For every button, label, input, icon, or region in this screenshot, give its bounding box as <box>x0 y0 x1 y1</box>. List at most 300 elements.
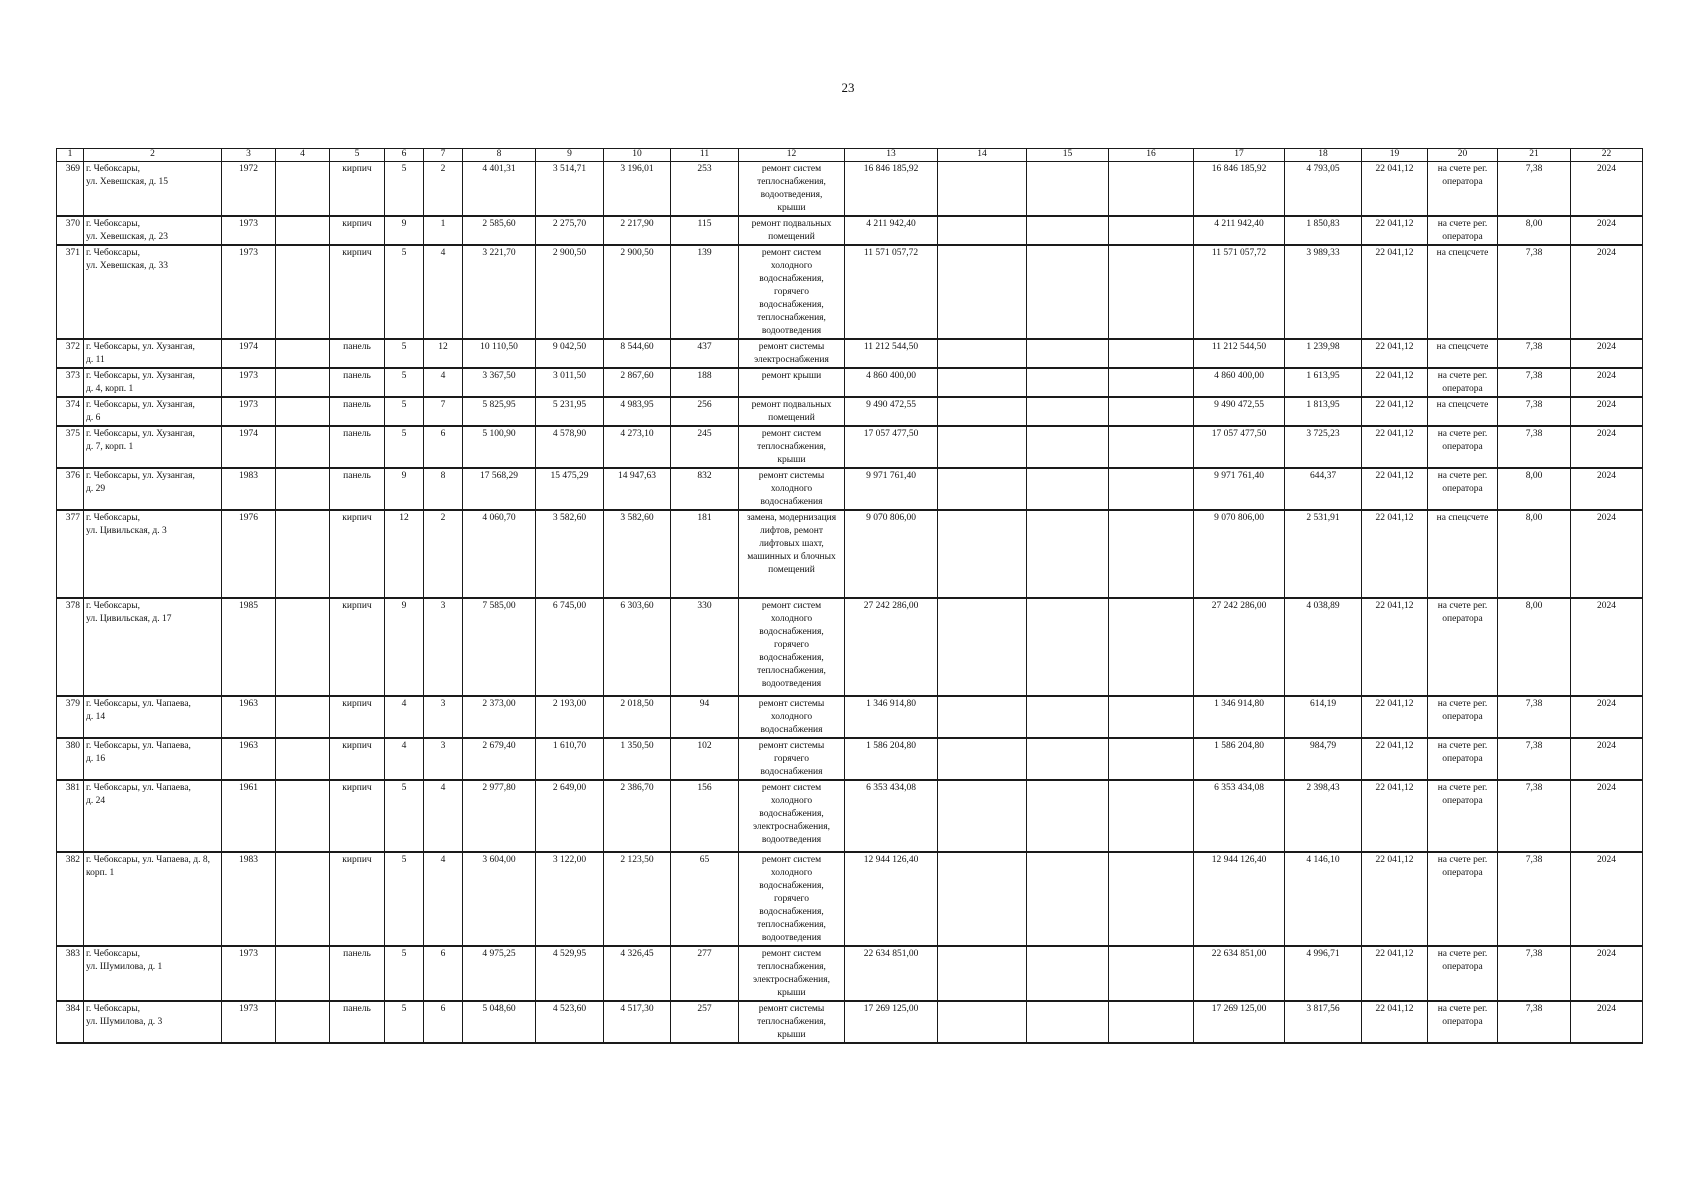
cost-owners: 1 586 204,80 <box>1194 738 1285 780</box>
area-9: 9 042,50 <box>536 339 604 368</box>
entrances-count: 4 <box>424 368 463 397</box>
fund-method: на счете рег. оператора <box>1428 426 1498 468</box>
address: г. Чебоксары, ул. Хузангая, д. 7, корп. 1 <box>84 426 222 468</box>
residents-count: 253 <box>671 162 739 217</box>
cell-4 <box>276 946 330 1001</box>
cost-owners: 9 971 761,40 <box>1194 468 1285 510</box>
row-number: 379 <box>57 696 84 738</box>
limit-cost: 22 041,12 <box>1362 946 1428 1001</box>
total-area: 7 585,00 <box>463 598 536 696</box>
cost-total: 9 971 761,40 <box>845 468 938 510</box>
column-header-10: 10 <box>604 149 671 162</box>
entrances-count: 3 <box>424 696 463 738</box>
cell-4 <box>276 852 330 946</box>
fund-method: на счете рег. оператора <box>1428 598 1498 696</box>
plan-year: 2024 <box>1571 397 1643 426</box>
fund-method: на счете рег. оператора <box>1428 852 1498 946</box>
cell-16 <box>1109 852 1194 946</box>
cell-14 <box>938 852 1027 946</box>
row-number: 381 <box>57 780 84 852</box>
table-row <box>57 510 1643 598</box>
cost-per-sqm: 1 813,95 <box>1285 397 1362 426</box>
row-number: 382 <box>57 852 84 946</box>
limit-cost: 22 041,12 <box>1362 162 1428 217</box>
limit-cost: 22 041,12 <box>1362 468 1428 510</box>
area-9: 6 745,00 <box>536 598 604 696</box>
cost-total: 17 057 477,50 <box>845 426 938 468</box>
cell-14 <box>938 598 1027 696</box>
table-row <box>57 426 1643 468</box>
plan-year: 2024 <box>1571 946 1643 1001</box>
cell-14 <box>938 426 1027 468</box>
cost-per-sqm: 1 613,95 <box>1285 368 1362 397</box>
cost-owners: 17 057 477,50 <box>1194 426 1285 468</box>
wall-material: кирпич <box>330 162 385 217</box>
entrances-count: 8 <box>424 468 463 510</box>
plan-year: 2024 <box>1571 738 1643 780</box>
table-row <box>57 1001 1643 1043</box>
cell-15 <box>1027 852 1109 946</box>
cost-total: 1 586 204,80 <box>845 738 938 780</box>
cell-15 <box>1027 780 1109 852</box>
cell-4 <box>276 598 330 696</box>
cell-16 <box>1109 162 1194 217</box>
build-year: 1973 <box>222 1001 276 1043</box>
total-area: 2 977,80 <box>463 780 536 852</box>
row-number: 380 <box>57 738 84 780</box>
capital-repair-table <box>56 148 1643 1044</box>
cell-15 <box>1027 946 1109 1001</box>
wall-material: панель <box>330 397 385 426</box>
floors-count: 5 <box>385 946 424 1001</box>
area-10: 2 900,50 <box>604 245 671 339</box>
area-9: 15 475,29 <box>536 468 604 510</box>
cost-owners: 11 212 544,50 <box>1194 339 1285 368</box>
row-number: 376 <box>57 468 84 510</box>
column-header-12: 12 <box>739 149 845 162</box>
floors-count: 4 <box>385 696 424 738</box>
area-10: 1 350,50 <box>604 738 671 780</box>
cell-15 <box>1027 1001 1109 1043</box>
wall-material: панель <box>330 946 385 1001</box>
fund-method: на счете рег. оператора <box>1428 368 1498 397</box>
table-row <box>57 397 1643 426</box>
wall-material: панель <box>330 368 385 397</box>
rate: 7,38 <box>1498 738 1571 780</box>
residents-count: 188 <box>671 368 739 397</box>
entrances-count: 7 <box>424 397 463 426</box>
repair-works: ремонт систем холодного водоснабжения, электроснабжения, водоотведения <box>739 780 845 852</box>
table-row <box>57 245 1643 339</box>
plan-year: 2024 <box>1571 780 1643 852</box>
address: г. Чебоксары, ул. Хевешская, д. 23 <box>84 216 222 245</box>
table-body <box>57 162 1643 1044</box>
area-10: 4 517,30 <box>604 1001 671 1043</box>
address: г. Чебоксары, ул. Чапаева, д. 14 <box>84 696 222 738</box>
wall-material: кирпич <box>330 696 385 738</box>
cost-total: 27 242 286,00 <box>845 598 938 696</box>
limit-cost: 22 041,12 <box>1362 696 1428 738</box>
cell-14 <box>938 368 1027 397</box>
build-year: 1963 <box>222 738 276 780</box>
area-10: 4 326,45 <box>604 946 671 1001</box>
wall-material: кирпич <box>330 245 385 339</box>
entrances-count: 1 <box>424 216 463 245</box>
wall-material: кирпич <box>330 216 385 245</box>
entrances-count: 6 <box>424 1001 463 1043</box>
area-9: 2 649,00 <box>536 780 604 852</box>
fund-method: на счете рег. оператора <box>1428 216 1498 245</box>
limit-cost: 22 041,12 <box>1362 339 1428 368</box>
cell-4 <box>276 696 330 738</box>
area-10: 2 386,70 <box>604 780 671 852</box>
column-header-9: 9 <box>536 149 604 162</box>
plan-year: 2024 <box>1571 510 1643 598</box>
cell-14 <box>938 510 1027 598</box>
entrances-count: 12 <box>424 339 463 368</box>
fund-method: на спецсчете <box>1428 245 1498 339</box>
residents-count: 257 <box>671 1001 739 1043</box>
area-10: 2 018,50 <box>604 696 671 738</box>
cost-total: 4 211 942,40 <box>845 216 938 245</box>
repair-works: ремонт систем холодного водоснабжения, горячего водоснабжения, теплоснабжения, водоотведения <box>739 598 845 696</box>
cell-15 <box>1027 738 1109 780</box>
row-number: 375 <box>57 426 84 468</box>
cost-total: 12 944 126,40 <box>845 852 938 946</box>
residents-count: 156 <box>671 780 739 852</box>
table-row <box>57 598 1643 696</box>
repair-works: ремонт систем теплоснабжения, электроснабжения, крыши <box>739 946 845 1001</box>
repair-works: ремонт системы теплоснабжения, крыши <box>739 1001 845 1043</box>
limit-cost: 22 041,12 <box>1362 368 1428 397</box>
area-9: 4 529,95 <box>536 946 604 1001</box>
cost-total: 9 490 472,55 <box>845 397 938 426</box>
cell-4 <box>276 339 330 368</box>
cell-16 <box>1109 216 1194 245</box>
cell-4 <box>276 368 330 397</box>
fund-method: на счете рег. оператора <box>1428 696 1498 738</box>
cell-14 <box>938 162 1027 217</box>
area-10: 2 217,90 <box>604 216 671 245</box>
cost-per-sqm: 4 038,89 <box>1285 598 1362 696</box>
cell-4 <box>276 426 330 468</box>
row-number: 374 <box>57 397 84 426</box>
repair-works: ремонт системы холодного водоснабжения <box>739 468 845 510</box>
cell-16 <box>1109 426 1194 468</box>
plan-year: 2024 <box>1571 216 1643 245</box>
area-9: 2 193,00 <box>536 696 604 738</box>
table-row <box>57 946 1643 1001</box>
limit-cost: 22 041,12 <box>1362 397 1428 426</box>
total-area: 4 060,70 <box>463 510 536 598</box>
entrances-count: 6 <box>424 946 463 1001</box>
cell-4 <box>276 245 330 339</box>
cost-total: 11 571 057,72 <box>845 245 938 339</box>
cost-total: 1 346 914,80 <box>845 696 938 738</box>
build-year: 1963 <box>222 696 276 738</box>
rate: 7,38 <box>1498 1001 1571 1043</box>
column-header-5: 5 <box>330 149 385 162</box>
area-10: 3 196,01 <box>604 162 671 217</box>
floors-count: 5 <box>385 426 424 468</box>
rate: 8,00 <box>1498 510 1571 598</box>
cost-owners: 22 634 851,00 <box>1194 946 1285 1001</box>
cell-4 <box>276 397 330 426</box>
cost-per-sqm: 4 996,71 <box>1285 946 1362 1001</box>
column-header-6: 6 <box>385 149 424 162</box>
build-year: 1972 <box>222 162 276 217</box>
cell-15 <box>1027 216 1109 245</box>
address: г. Чебоксары, ул. Хевешская, д. 33 <box>84 245 222 339</box>
column-header-4: 4 <box>276 149 330 162</box>
cost-total: 22 634 851,00 <box>845 946 938 1001</box>
cost-total: 16 846 185,92 <box>845 162 938 217</box>
column-header-21: 21 <box>1498 149 1571 162</box>
cost-per-sqm: 2 531,91 <box>1285 510 1362 598</box>
limit-cost: 22 041,12 <box>1362 780 1428 852</box>
cell-15 <box>1027 510 1109 598</box>
cell-16 <box>1109 738 1194 780</box>
column-header-22: 22 <box>1571 149 1643 162</box>
total-area: 5 100,90 <box>463 426 536 468</box>
table-row <box>57 780 1643 852</box>
rate: 7,38 <box>1498 368 1571 397</box>
cell-16 <box>1109 696 1194 738</box>
cell-14 <box>938 780 1027 852</box>
cell-14 <box>938 696 1027 738</box>
address: г. Чебоксары, ул. Цивильская, д. 3 <box>84 510 222 598</box>
limit-cost: 22 041,12 <box>1362 1001 1428 1043</box>
rate: 7,38 <box>1498 696 1571 738</box>
cell-16 <box>1109 368 1194 397</box>
header-row <box>57 149 1643 162</box>
page-number: 23 <box>841 80 855 95</box>
build-year: 1983 <box>222 852 276 946</box>
floors-count: 5 <box>385 780 424 852</box>
total-area: 3 221,70 <box>463 245 536 339</box>
residents-count: 115 <box>671 216 739 245</box>
residents-count: 245 <box>671 426 739 468</box>
rate: 7,38 <box>1498 245 1571 339</box>
residents-count: 277 <box>671 946 739 1001</box>
residents-count: 330 <box>671 598 739 696</box>
cost-owners: 27 242 286,00 <box>1194 598 1285 696</box>
cell-14 <box>938 339 1027 368</box>
limit-cost: 22 041,12 <box>1362 216 1428 245</box>
cost-per-sqm: 614,19 <box>1285 696 1362 738</box>
rate: 7,38 <box>1498 339 1571 368</box>
total-area: 2 679,40 <box>463 738 536 780</box>
rate: 8,00 <box>1498 598 1571 696</box>
address: г. Чебоксары, ул. Чапаева, д. 8, корп. 1 <box>84 852 222 946</box>
entrances-count: 3 <box>424 738 463 780</box>
table-row <box>57 339 1643 368</box>
residents-count: 437 <box>671 339 739 368</box>
limit-cost: 22 041,12 <box>1362 738 1428 780</box>
cell-15 <box>1027 696 1109 738</box>
build-year: 1976 <box>222 510 276 598</box>
residents-count: 102 <box>671 738 739 780</box>
total-area: 4 401,31 <box>463 162 536 217</box>
cost-owners: 1 346 914,80 <box>1194 696 1285 738</box>
plan-year: 2024 <box>1571 339 1643 368</box>
floors-count: 12 <box>385 510 424 598</box>
floors-count: 9 <box>385 216 424 245</box>
build-year: 1974 <box>222 426 276 468</box>
build-year: 1973 <box>222 245 276 339</box>
entrances-count: 6 <box>424 426 463 468</box>
column-header-20: 20 <box>1428 149 1498 162</box>
cell-16 <box>1109 598 1194 696</box>
cell-14 <box>938 738 1027 780</box>
address: г. Чебоксары, ул. Чапаева, д. 16 <box>84 738 222 780</box>
cell-4 <box>276 216 330 245</box>
cell-16 <box>1109 1001 1194 1043</box>
cell-4 <box>276 1001 330 1043</box>
wall-material: кирпич <box>330 780 385 852</box>
wall-material: кирпич <box>330 598 385 696</box>
residents-count: 94 <box>671 696 739 738</box>
plan-year: 2024 <box>1571 468 1643 510</box>
cell-4 <box>276 510 330 598</box>
floors-count: 9 <box>385 598 424 696</box>
total-area: 17 568,29 <box>463 468 536 510</box>
plan-year: 2024 <box>1571 162 1643 217</box>
fund-method: на спецсчете <box>1428 510 1498 598</box>
total-area: 3 604,00 <box>463 852 536 946</box>
column-header-3: 3 <box>222 149 276 162</box>
area-10: 14 947,63 <box>604 468 671 510</box>
column-header-15: 15 <box>1027 149 1109 162</box>
entrances-count: 4 <box>424 780 463 852</box>
entrances-count: 2 <box>424 162 463 217</box>
residents-count: 139 <box>671 245 739 339</box>
cell-16 <box>1109 510 1194 598</box>
row-number: 371 <box>57 245 84 339</box>
cost-owners: 9 490 472,55 <box>1194 397 1285 426</box>
wall-material: кирпич <box>330 852 385 946</box>
cost-per-sqm: 4 793,05 <box>1285 162 1362 217</box>
repair-works: ремонт систем теплоснабжения, водоотведения, крыши <box>739 162 845 217</box>
build-year: 1961 <box>222 780 276 852</box>
total-area: 10 110,50 <box>463 339 536 368</box>
repair-works: ремонт систем теплоснабжения, крыши <box>739 426 845 468</box>
area-10: 4 983,95 <box>604 397 671 426</box>
fund-method: на счете рег. оператора <box>1428 946 1498 1001</box>
repair-works: ремонт систем холодного водоснабжения, горячего водоснабжения, теплоснабжения, водоотведения <box>739 245 845 339</box>
plan-year: 2024 <box>1571 852 1643 946</box>
floors-count: 5 <box>385 339 424 368</box>
area-10: 2 123,50 <box>604 852 671 946</box>
floors-count: 4 <box>385 738 424 780</box>
column-header-2: 2 <box>84 149 222 162</box>
cost-total: 17 269 125,00 <box>845 1001 938 1043</box>
column-header-1: 1 <box>57 149 84 162</box>
cost-total: 11 212 544,50 <box>845 339 938 368</box>
area-10: 3 582,60 <box>604 510 671 598</box>
cell-15 <box>1027 162 1109 217</box>
address: г. Чебоксары, ул. Хузангая, д. 29 <box>84 468 222 510</box>
cost-owners: 9 070 806,00 <box>1194 510 1285 598</box>
repair-works: ремонт системы холодного водоснабжения <box>739 696 845 738</box>
repair-works: ремонт системы электроснабжения <box>739 339 845 368</box>
build-year: 1973 <box>222 397 276 426</box>
area-10: 8 544,60 <box>604 339 671 368</box>
cell-14 <box>938 245 1027 339</box>
cell-15 <box>1027 339 1109 368</box>
wall-material: панель <box>330 1001 385 1043</box>
fund-method: на спецсчете <box>1428 397 1498 426</box>
column-header-18: 18 <box>1285 149 1362 162</box>
cell-16 <box>1109 468 1194 510</box>
cell-16 <box>1109 780 1194 852</box>
cost-per-sqm: 3 725,23 <box>1285 426 1362 468</box>
cost-per-sqm: 3 817,56 <box>1285 1001 1362 1043</box>
column-header-17: 17 <box>1194 149 1285 162</box>
cost-owners: 16 846 185,92 <box>1194 162 1285 217</box>
rate: 7,38 <box>1498 780 1571 852</box>
rate: 7,38 <box>1498 946 1571 1001</box>
area-10: 2 867,60 <box>604 368 671 397</box>
cell-16 <box>1109 946 1194 1001</box>
address: г. Чебоксары, ул. Хевешская, д. 15 <box>84 162 222 217</box>
repair-works: ремонт систем холодного водоснабжения, горячего водоснабжения, теплоснабжения, водоотведения <box>739 852 845 946</box>
floors-count: 5 <box>385 368 424 397</box>
cell-16 <box>1109 397 1194 426</box>
build-year: 1973 <box>222 216 276 245</box>
residents-count: 832 <box>671 468 739 510</box>
cell-4 <box>276 468 330 510</box>
cell-16 <box>1109 245 1194 339</box>
row-number: 369 <box>57 162 84 217</box>
rate: 8,00 <box>1498 468 1571 510</box>
plan-year: 2024 <box>1571 245 1643 339</box>
fund-method: на счете рег. оператора <box>1428 780 1498 852</box>
cell-14 <box>938 946 1027 1001</box>
plan-year: 2024 <box>1571 1001 1643 1043</box>
column-header-16: 16 <box>1109 149 1194 162</box>
table-row <box>57 468 1643 510</box>
rate: 7,38 <box>1498 397 1571 426</box>
plan-year: 2024 <box>1571 696 1643 738</box>
address: г. Чебоксары, ул. Чапаева, д. 24 <box>84 780 222 852</box>
entrances-count: 3 <box>424 598 463 696</box>
repair-works: ремонт подвальных помещений <box>739 216 845 245</box>
cost-per-sqm: 1 850,83 <box>1285 216 1362 245</box>
area-9: 3 011,50 <box>536 368 604 397</box>
entrances-count: 2 <box>424 510 463 598</box>
cell-4 <box>276 738 330 780</box>
cell-15 <box>1027 397 1109 426</box>
column-header-19: 19 <box>1362 149 1428 162</box>
total-area: 5 825,95 <box>463 397 536 426</box>
table-row <box>57 738 1643 780</box>
area-10: 4 273,10 <box>604 426 671 468</box>
cell-14 <box>938 216 1027 245</box>
cost-owners: 6 353 434,08 <box>1194 780 1285 852</box>
address: г. Чебоксары, ул. Хузангая, д. 4, корп. 1 <box>84 368 222 397</box>
fund-method: на счете рег. оператора <box>1428 1001 1498 1043</box>
total-area: 4 975,25 <box>463 946 536 1001</box>
residents-count: 256 <box>671 397 739 426</box>
floors-count: 5 <box>385 852 424 946</box>
build-year: 1974 <box>222 339 276 368</box>
column-header-11: 11 <box>671 149 739 162</box>
cell-15 <box>1027 598 1109 696</box>
cell-15 <box>1027 468 1109 510</box>
cost-total: 9 070 806,00 <box>845 510 938 598</box>
residents-count: 181 <box>671 510 739 598</box>
